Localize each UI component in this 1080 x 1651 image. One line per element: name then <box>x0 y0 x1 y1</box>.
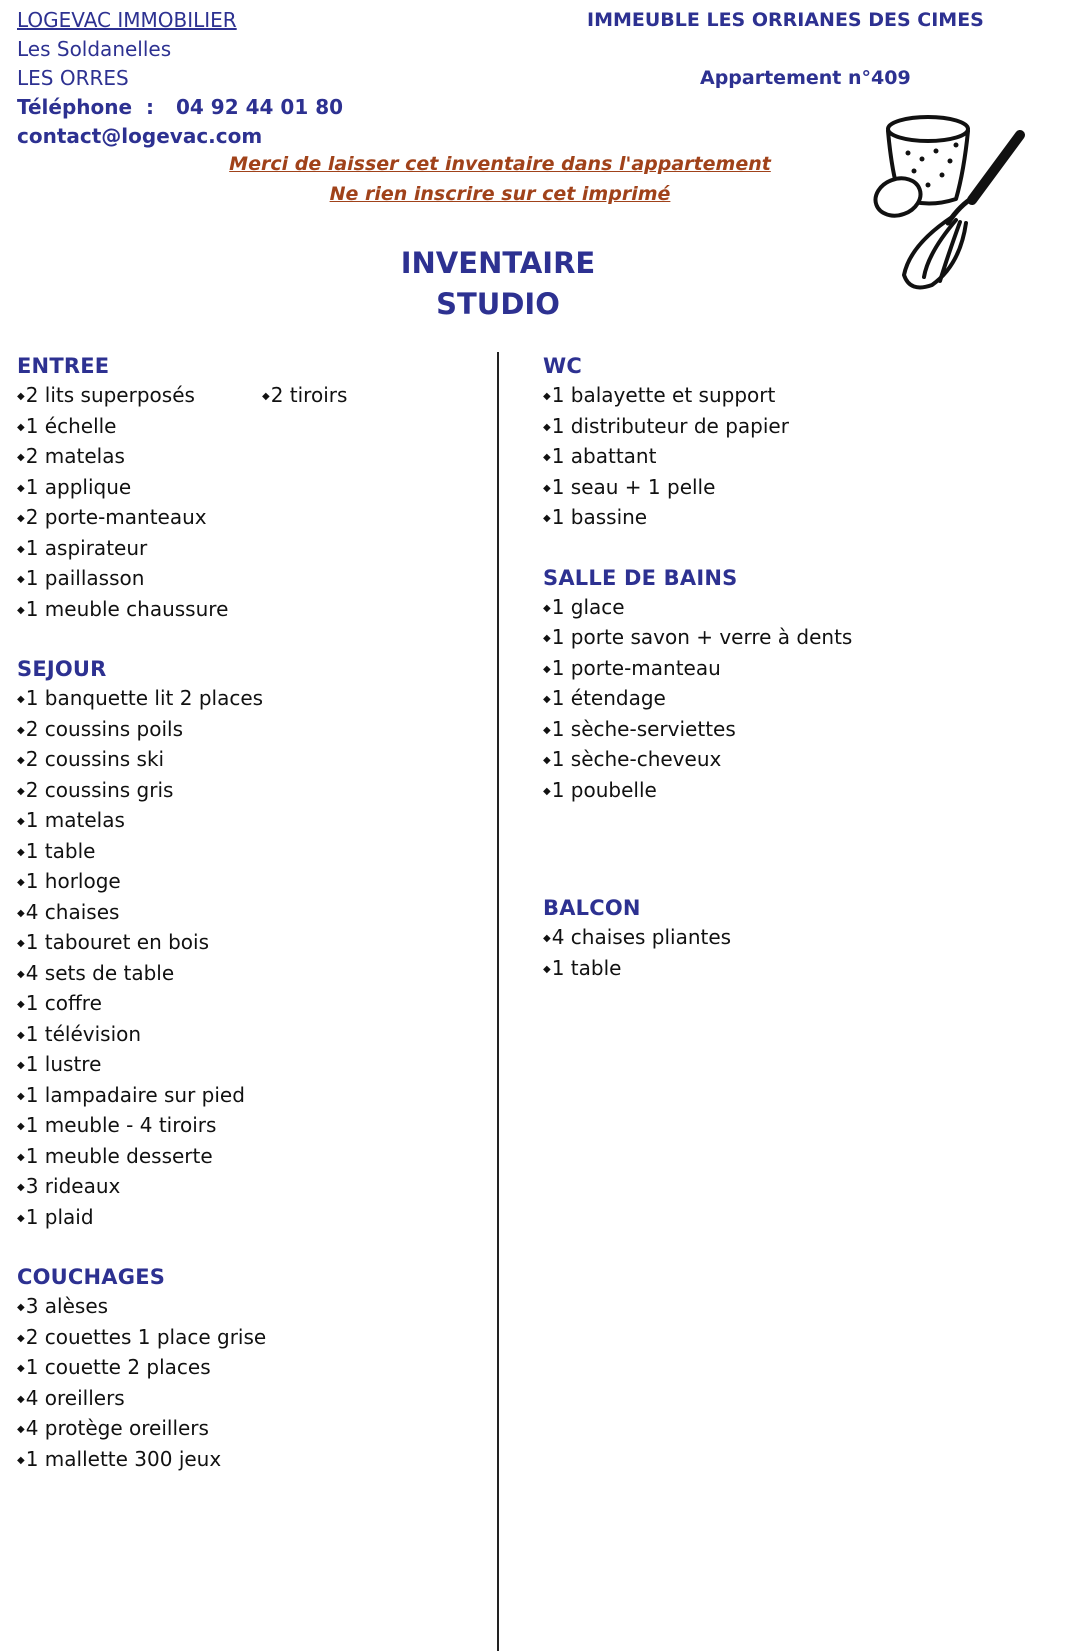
egg-shape <box>870 172 926 222</box>
company-name: LOGEVAC IMMOBILIER <box>17 8 237 32</box>
company-address-line2: LES ORRES <box>17 66 129 90</box>
right-column <box>543 352 852 1014</box>
left-column <box>17 352 266 1505</box>
list-item: ◆ 1 abattant <box>543 442 852 473</box>
list-item: ◆ 1 sèche-cheveux <box>543 745 852 776</box>
whisk-handle <box>972 135 1020 200</box>
list-item: ◆ 1 mallette 300 jeux <box>17 1445 266 1476</box>
list-item: ◆ 4 sets de table <box>17 959 266 990</box>
section-title-sejour: SEJOUR <box>17 657 107 681</box>
list-item: ◆ 1 meuble chaussure <box>17 595 266 626</box>
list-item: ◆ 1 matelas <box>17 806 266 837</box>
list-item: ◆ 1 glace <box>543 593 852 624</box>
section-sejour <box>17 655 266 1233</box>
building-name: IMMEUBLE LES ORRIANES DES CIMES <box>587 9 984 31</box>
list-item: ◆ 3 alèses <box>17 1292 266 1323</box>
list-item: ◆ 1 paillasson <box>17 564 266 595</box>
cup-rim <box>888 117 968 141</box>
list-item: ◆ 2 coussins poils <box>17 715 266 746</box>
list-item: ◆ 1 couette 2 places <box>17 1353 266 1384</box>
list-item: ◆ 1 banquette lit 2 places <box>17 684 266 715</box>
list-item: ◆ 1 sèche-serviettes <box>543 715 852 746</box>
list-item: ◆ 1 coffre <box>17 989 266 1020</box>
list-item: ◆ 2 couettes 1 place grise <box>17 1323 266 1354</box>
section-couchages <box>17 1263 266 1475</box>
list-item: ◆ 1 plaid <box>17 1203 266 1234</box>
list-item: ◆ 1 télévision <box>17 1020 266 1051</box>
section-title-balcon: BALCON <box>543 896 641 920</box>
list-item: ◆ 1 applique <box>17 473 266 504</box>
list-item: ◆ 3 rideaux <box>17 1172 266 1203</box>
list-item: ◆ 1 meuble - 4 tiroirs <box>17 1111 266 1142</box>
list-item: ◆ 2 porte-manteaux <box>17 503 266 534</box>
phone-label: Téléphone <box>17 95 133 119</box>
company-email: contact@logevac.com <box>17 124 263 148</box>
list-item: ◆ 1 table <box>17 837 266 868</box>
list-item: ◆ 4 chaises pliantes <box>543 923 852 954</box>
list-item: ◆ 1 lustre <box>17 1050 266 1081</box>
note-do-not-write: Ne rien inscrire sur cet imprimé <box>329 183 671 205</box>
list-item: ◆ 2 coussins ski <box>17 745 266 776</box>
list-item: ◆ 2 coussins gris <box>17 776 266 807</box>
list-item: ◆ 1 table <box>543 954 852 985</box>
section-entree <box>17 352 266 625</box>
company-address-line1: Les Soldanelles <box>17 37 172 61</box>
section-salle-de-bains <box>543 564 852 807</box>
apartment-number: Appartement n°409 <box>700 67 911 89</box>
note-leave-inventory: Merci de laisser cet inventaire dans l'appartement <box>229 153 771 175</box>
section-title-wc: WC <box>543 354 582 378</box>
title-line1: INVENTAIRE <box>400 246 596 280</box>
company-phone-row <box>17 93 343 122</box>
section-wc <box>543 352 852 534</box>
title-line2: STUDIO <box>436 287 560 321</box>
list-item: ◆ 1 lampadaire sur pied <box>17 1081 266 1112</box>
list-item: ◆ 1 porte-manteau <box>543 654 852 685</box>
list-item: ◆ 1 échelle <box>17 412 266 443</box>
list-item: ◆ 4 oreillers <box>17 1384 266 1415</box>
phone-separator: : <box>146 95 155 119</box>
phone-number: 04 92 44 01 80 <box>176 95 344 119</box>
list-item: ◆ 1 tabouret en bois <box>17 928 266 959</box>
list-item: ◆ 2 matelas <box>17 442 266 473</box>
list-item: ◆ 1 seau + 1 pelle <box>543 473 852 504</box>
section-balcon <box>543 894 852 984</box>
list-item: ◆ 1 horloge <box>17 867 266 898</box>
section-title-couchages: COUCHAGES <box>17 1265 166 1289</box>
list-item-entree-extra: ◆ 2 tiroirs <box>262 381 347 412</box>
kitchen-utensils-illustration <box>870 105 1030 300</box>
list-item: ◆ 1 étendage <box>543 684 852 715</box>
list-item: ◆ 1 meuble desserte <box>17 1142 266 1173</box>
list-item: ◆ 1 aspirateur <box>17 534 266 565</box>
list-item: ◆ 4 chaises <box>17 898 266 929</box>
section-title-salle-de-bains: SALLE DE BAINS <box>543 565 738 590</box>
list-item: ◆ 1 balayette et support <box>543 381 852 412</box>
list-item: ◆ 4 protège oreillers <box>17 1414 266 1445</box>
list-item: ◆ 1 poubelle <box>543 776 852 807</box>
list-item: ◆ 1 distributeur de papier <box>543 412 852 443</box>
section-title-entree: ENTREE <box>17 354 110 378</box>
page-title <box>288 243 708 325</box>
list-item: ◆ 1 porte savon + verre à dents <box>543 623 852 654</box>
list-item: ◆ 2 lits superposés <box>17 381 266 412</box>
column-divider <box>497 352 499 1651</box>
list-item: ◆ 1 bassine <box>543 503 852 534</box>
